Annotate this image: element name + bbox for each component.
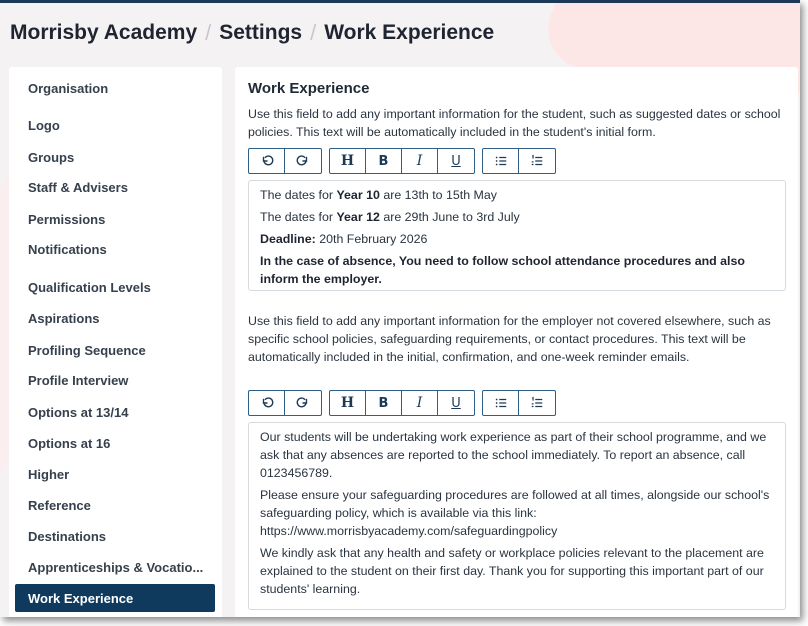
editor-paragraph: We kindly ask that any health and safety or workplace policies relevant to the placement are explained to the student on their first day. Thank you for supporting this important part of our students' learning. [260,546,764,596]
bold-button[interactable]: B [366,391,402,415]
text-run-bold: Year 12 [336,210,380,224]
list-group [482,148,556,174]
sidebar-item-aspirations[interactable]: Aspirations [28,310,100,326]
text-run: are 29th June to 3rd July [379,210,520,224]
breadcrumb-separator: / [310,20,317,45]
numbered-list-icon [530,396,544,410]
italic-button[interactable]: I [402,149,438,173]
sidebar-item-work-experience[interactable]: Work Experience [15,584,215,612]
redo-icon [296,396,310,410]
numbered-list-button[interactable] [519,391,555,415]
undo-button[interactable] [249,149,285,173]
sidebar-item-profiling-sequence[interactable]: Profiling Sequence [28,342,146,358]
bullet-list-icon [494,396,508,410]
editor-paragraph: Our students will be undertaking work experience as part of their school programme, and we ask that any absences are reported to the school immediately. To report an absence, call 0123456789. [260,430,767,480]
editor-line [260,230,774,248]
sidebar-item-options-13-14[interactable]: Options at 13/14 [28,404,129,420]
bold-button[interactable]: B [366,149,402,173]
undo-icon [260,154,274,168]
redo-button[interactable] [285,391,321,415]
sidebar-item-groups[interactable]: Groups [28,149,75,165]
section-title: Work Experience [248,80,370,97]
numbered-list-icon [530,154,544,168]
editor-paragraph: Please ensure your safeguarding procedures are followed at all times, alongside our school's safeguarding policy, which is available via this link: https://www.morrisbyacademy.com/safeguardingpolicy [260,488,770,538]
redo-icon [296,154,310,168]
list-group [482,390,556,416]
bullet-list-icon [494,154,508,168]
text-run: 20th February 2026 [315,232,428,246]
breadcrumb [10,20,494,46]
sidebar-item-higher[interactable]: Higher [28,466,70,482]
text-run: The dates for [260,210,337,224]
text-run-bold: Year 10 [336,188,380,202]
undo-button[interactable] [249,391,285,415]
sidebar-item-organisation[interactable]: Organisation [28,80,109,96]
student-field-description: Use this field to add any important information for the student, such as suggested dates or school policies. This text will be automatically included in the student's initial form. [248,107,781,139]
employer-field-description: Use this field to add any important information for the employer not covered elsewhere, such as specific school policies, safeguarding requirements, or contact procedures. This text will be automatically included in the initial, confirmation, and one-week reminder emails. [248,314,771,364]
underline-button[interactable]: U [451,153,461,169]
student-info-editor[interactable] [248,180,786,291]
sidebar-item-logo[interactable]: Logo [28,117,60,133]
student-editor-toolbar [248,148,563,174]
text-run: The dates for [260,188,337,202]
sidebar-item-notifications[interactable]: Notifications [28,241,107,257]
text-run-bold: Deadline: [260,232,316,246]
employer-info-editor[interactable] [248,422,786,610]
bullet-list-button[interactable] [483,149,519,173]
underline-button[interactable]: U [451,395,461,411]
history-group [248,390,322,416]
main-panel [235,67,798,617]
sidebar-item-permissions[interactable]: Permissions [28,211,106,227]
heading-button[interactable]: H [330,149,366,173]
text-run: are 13th to 15th May [379,188,497,202]
bullet-list-button[interactable] [483,391,519,415]
breadcrumb-separator: / [205,20,212,45]
text-run-bold: In the case of absence, You need to follow school attendance procedures and also inform the employer. [260,254,745,286]
format-group [329,390,475,416]
sidebar-item-profile-interview[interactable]: Profile Interview [28,372,129,388]
sidebar-item-options-16[interactable]: Options at 16 [28,435,111,451]
format-group [329,148,475,174]
breadcrumb-section[interactable]: Settings [219,21,303,44]
sidebar-item-destinations[interactable]: Destinations [28,528,107,544]
editor-line [260,186,774,204]
editor-line [260,208,774,226]
sidebar-item-staff-advisers[interactable]: Staff & Advisers [28,179,128,195]
sidebar-item-qualification-levels[interactable]: Qualification Levels [28,279,151,295]
history-group [248,148,322,174]
settings-sidebar [9,67,222,617]
redo-button[interactable] [285,149,321,173]
heading-button[interactable]: H [330,391,366,415]
italic-button[interactable]: I [402,391,438,415]
numbered-list-button[interactable] [519,149,555,173]
breadcrumb-org[interactable]: Morrisby Academy [10,21,198,44]
sidebar-item-reference[interactable]: Reference [28,497,91,513]
editor-line [260,252,774,288]
sidebar-item-apprenticeships[interactable]: Apprenticeships & Vocatio... [28,559,204,575]
breadcrumb-page: Work Experience [324,21,495,44]
undo-icon [260,396,274,410]
employer-editor-toolbar [248,390,563,416]
